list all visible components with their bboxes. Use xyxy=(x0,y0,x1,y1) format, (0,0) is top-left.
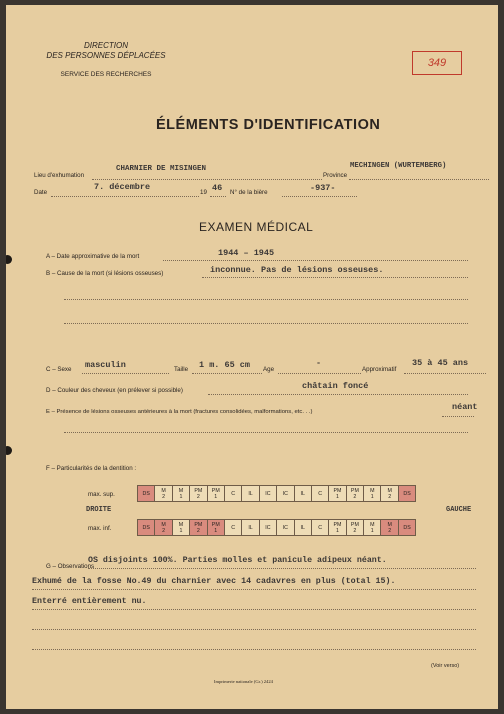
gauche-label: GAUCHE xyxy=(446,506,472,514)
lieu-value: CHARNIER DE MISINGEN xyxy=(116,165,207,173)
taille-value: 1 m. 65 cm xyxy=(199,360,251,370)
lieu-label: Lieu d'exhumation xyxy=(34,172,85,179)
lower-tooth-10: IL xyxy=(294,520,311,536)
exam-title: EXAMEN MÉDICAL xyxy=(199,220,314,234)
field-c-value: masculin xyxy=(85,360,126,370)
lower-tooth-1: DS xyxy=(138,520,155,536)
reference-number-stamp: 349 xyxy=(412,51,462,75)
observations-line-2: Exhumé de la fosse No.49 du charnier avec 14 cadavres en plus (total 15). xyxy=(32,577,396,586)
field-a-label: A – Date approximative de la mort xyxy=(46,253,140,260)
punch-hole-bottom xyxy=(6,446,12,455)
lower-tooth-3: M 1 xyxy=(172,520,189,536)
age-value: - xyxy=(316,358,322,368)
date-value: 7. décembre xyxy=(94,182,151,192)
observations-blank-line xyxy=(32,629,476,630)
upper-tooth-16: DS xyxy=(398,486,415,502)
lower-tooth-2: M 2 xyxy=(155,520,172,536)
lower-tooth-16: DS xyxy=(398,520,415,536)
observations-line-1: OS disjoints 100%. Parties molles et panicule adipeux néant. xyxy=(88,556,387,565)
approx-label: Approximatif xyxy=(362,366,397,373)
biere-label: N° de la bière xyxy=(230,189,268,196)
field-d-value: châtain foncé xyxy=(302,381,369,391)
upper-tooth-1: DS xyxy=(138,486,155,502)
header-service: SERVICE DES RECHERCHES xyxy=(60,71,152,78)
taille-label: Taille xyxy=(174,366,189,373)
dentition-lower-chart xyxy=(137,519,416,536)
upper-tooth-7: IL xyxy=(242,486,259,502)
upper-tooth-4: PM 2 xyxy=(190,486,207,502)
lower-tooth-12: PM 1 xyxy=(329,520,346,536)
upper-tooth-10: IL xyxy=(294,486,311,502)
upper-tooth-11: C xyxy=(311,486,328,502)
approx-value: 35 à 45 ans xyxy=(412,358,469,368)
lower-tooth-6: C xyxy=(224,520,241,536)
field-d-label: D – Couleur des cheveux (en prélever si possible) xyxy=(46,387,183,394)
field-e-label: E – Présence de lésions osseuses antérieures à la mort (fractures consolidées, malformations, etc. . .) xyxy=(46,409,313,415)
upper-tooth-2: M 2 xyxy=(155,486,172,502)
lower-tooth-14: M 1 xyxy=(364,520,381,536)
lower-tooth-7: IL xyxy=(242,520,259,536)
field-b-value: inconnue. Pas de lésions osseuses. xyxy=(210,265,384,275)
upper-tooth-8: IC xyxy=(259,486,276,502)
lower-tooth-5: PM 1 xyxy=(207,520,224,536)
voir-verso: (Voir verso) xyxy=(431,663,460,669)
form-sheet xyxy=(6,5,498,709)
upper-tooth-13: PM 2 xyxy=(346,486,363,502)
field-a-value: 1944 – 1945 xyxy=(218,248,275,258)
upper-tooth-14: M 1 xyxy=(364,486,381,502)
header-personnes: DES PERSONNES DÉPLACÉES xyxy=(46,51,166,60)
province-label: Province xyxy=(323,172,348,179)
observations-line-3: Enterré entièrement nu. xyxy=(32,597,147,606)
upper-tooth-15: M 2 xyxy=(381,486,398,502)
year-value: 46 xyxy=(212,183,223,193)
dentition-upper-chart xyxy=(137,485,416,502)
lower-tooth-11: C xyxy=(311,520,328,536)
lower-tooth-8: IC xyxy=(259,520,276,536)
lower-tooth-9: IC xyxy=(277,520,294,536)
upper-tooth-5: PM 1 xyxy=(207,486,224,502)
upper-tooth-3: M 1 xyxy=(172,486,189,502)
field-b-blank-line xyxy=(64,323,468,324)
field-e-blank-line xyxy=(64,432,468,433)
date-label: Date xyxy=(34,189,48,196)
lower-tooth-13: PM 2 xyxy=(346,520,363,536)
field-g-label: G – Observations xyxy=(46,563,95,570)
field-c-label: C – Sexe xyxy=(46,366,72,373)
upper-tooth-9: IC xyxy=(277,486,294,502)
punch-hole-top xyxy=(6,255,12,264)
max-sup-label: max. sup. xyxy=(88,491,115,498)
upper-tooth-12: PM 1 xyxy=(329,486,346,502)
observations-blank-line xyxy=(32,649,476,650)
max-inf-label: max. inf. xyxy=(88,525,112,532)
lower-tooth-15: M 2 xyxy=(381,520,398,536)
field-e-value: néant xyxy=(452,402,478,412)
upper-tooth-6: C xyxy=(224,486,241,502)
year-prefix: 19 xyxy=(200,189,207,196)
header-direction: DIRECTION xyxy=(84,41,128,50)
droite-label: DROITE xyxy=(86,506,112,514)
imprimerie-footer: Imprimerie nationale (Gr.) 2424 xyxy=(214,679,273,684)
province-value: MECHINGEN (WURTEMBERG) xyxy=(350,162,447,170)
biere-value: -937- xyxy=(310,183,336,193)
field-b-label: B – Cause de la mort (si lésions osseuses) xyxy=(46,270,164,277)
page-title: ÉLÉMENTS D'IDENTIFICATION xyxy=(156,117,381,133)
field-f-label: F – Particularités de la dentition : xyxy=(46,465,137,472)
field-b-blank-line xyxy=(64,299,468,300)
lower-tooth-4: PM 2 xyxy=(190,520,207,536)
age-label: Age xyxy=(263,366,275,373)
